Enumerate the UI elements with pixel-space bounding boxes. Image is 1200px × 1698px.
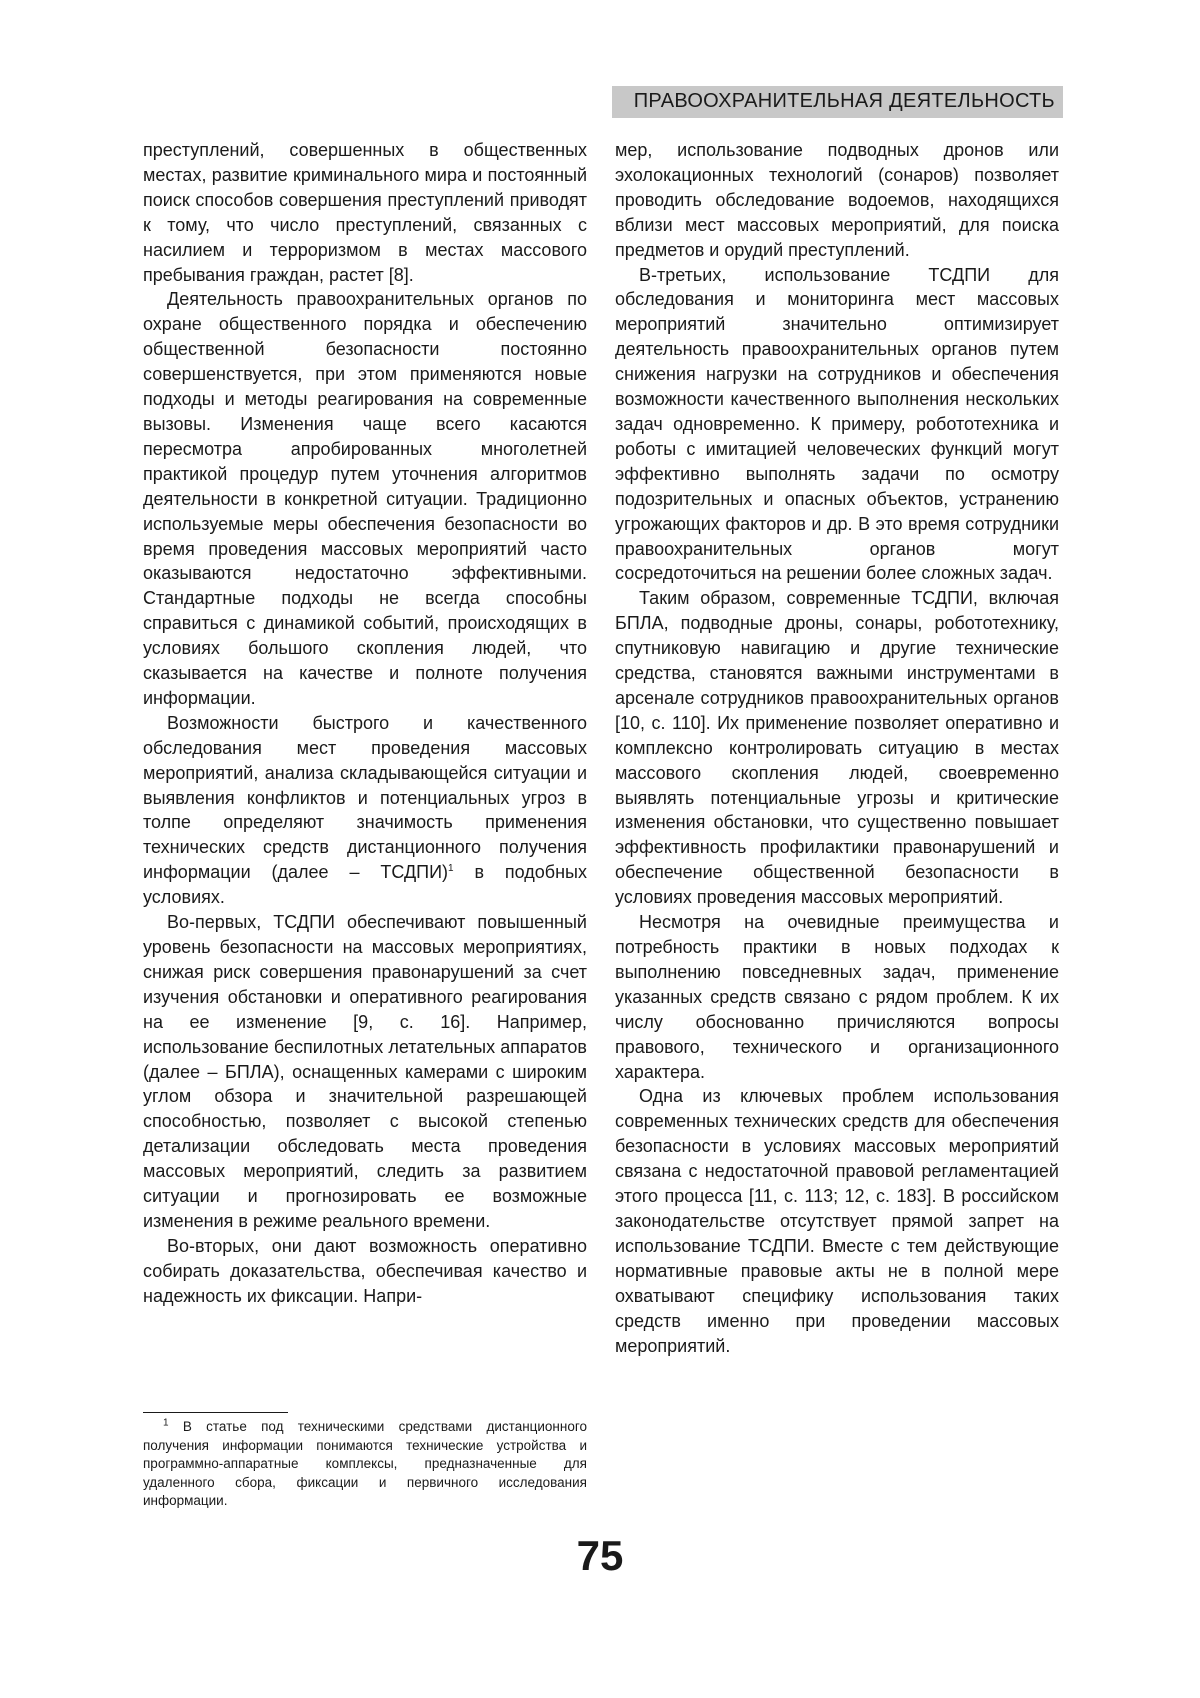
paragraph [143, 711, 587, 910]
paragraph: мер, использование подводных дронов или эхолокационных технологий (сонаров) позволяет проводить обследование водоемов, находящихся вблизи мест массовых мероприятий, для поиска предметов и орудий преступлений. [615, 140, 1059, 260]
paragraph-text: Возможности быстрого и качественного обследования мест проведения массовых мероприятий, анализа складывающейся ситуации и выявления конфликтов и потенциальных угроз в толпе определяют значимость применения технических средств дистанционного получения информации (далее – ТСДПИ) [143, 712, 587, 883]
paragraph: Несмотря на очевидные преимущества и потребность практики в новых подходах к выполнению повседневных задач, применение указанных средств связано с рядом проблем. К их числу обоснованно причисляются вопросы правового, технического и организационного характера. [615, 912, 1059, 1082]
footnote-number: 1 [163, 1417, 169, 1429]
page-number: 75 [576, 1532, 624, 1579]
paragraph: Деятельность правоохранительных органов по охране общественного порядка и обеспечению общественной безопасности постоянно совершенствуется, при этом применяются новые подходы и методы реагирования на современные вызовы. Изменения чаще всего касаются пересмотра апробированных многолетней практикой процедур путем уточнения алгоритмов деятельности в конкретной ситуации. Традиционно используемые меры обеспечения безопасности во время проведения массовых мероприятий часто оказываются недостаточно эффективными. Стандартные подходы не всегда способны справиться с динамикой событий, происходящих в условиях большого скопления людей, что сказывается на качестве и полноте получения информации. [143, 289, 587, 708]
running-header [612, 86, 1063, 118]
section-title: ПРАВООХРАНИТЕЛЬНАЯ ДЕЯТЕЛЬНОСТЬ [633, 90, 1055, 112]
paragraph: Таким образом, современные ТСДПИ, включая БПЛА, подводные дроны, сонары, робототехнику, спутниковую навигацию и другие технические средства, становятся важными инструментами в арсенале сотрудников правоохранительных органов [10, с. 110]. Их применение позволяет оперативно и комплексно контролировать ситуацию в местах массового скопления людей, своевременно выявлять потенциальные угрозы и критические изменения обстановки, что существенно повышает эффективность профилактики правонарушений и обеспечение общественной безопасности в условиях проведения массовых мероприятий. [615, 588, 1059, 908]
paragraph: В-третьих, использование ТСДПИ для обследования и мониторинга мест массовых мероприятий значительно оптимизирует деятельность правоохранительных органов путем снижения нагрузки на сотрудников и обеспечения возможности качественного выполнения нескольких задач одновременно. К примеру, робототехника и роботы с имитацией человеческих функций могут эффективно выполнять задачи по осмотру подозрительных и опасных объектов, устранению угрожающих факторов и др. В это время сотрудники правоохранительных органов могут сосредоточиться на решении более сложных задач. [615, 264, 1059, 584]
paragraph: Одна из ключевых проблем использования современных технических средств для обеспечения безопасности в условиях массовых мероприятий связана с недостаточной правовой регламентацией этого процесса [11, с. 113; 12, с. 183]. В российском законодательстве отсутствует прямой запрет на использование ТСДПИ. Вместе с тем действующие нормативные правовые акты не в полной мере охватывают специфику использования таких средств именно при проведении массовых мероприятий. [615, 1086, 1059, 1356]
paragraph: Во-первых, ТСДПИ обеспечивают повышенный уровень безопасности на массовых мероприятиях, снижая риск совершения правонарушений за счет изучения обстановки и оперативного реагирования на ее изменение [9, с. 16]. Например, использование беспилотных летательных аппаратов (далее – БПЛА), оснащенных камерами с широким углом обзора и значительной разрешающей способностью, позволяет с высокой степенью детализации обследовать места проведения массовых мероприятий, следить за развитием ситуации и прогнозировать ее возможные изменения в режиме реального времени. [143, 912, 587, 1231]
footnote-divider [143, 1412, 288, 1413]
right-column [615, 138, 1059, 1358]
left-column [143, 138, 587, 1309]
paragraph-text: в подобных условиях. [143, 862, 587, 908]
footnote-reference: 1 [448, 863, 454, 875]
footnote-text: В статье под техническими средствами дистанционного получения информации понимаются технические устройства и программно-аппаратные комплексы, предназначенные для удаленного сбора, фиксации и первичного исследования информации. [143, 1419, 587, 1509]
paragraph: Во-вторых, они дают возможность оперативно собирать доказательства, обеспечивая качество и надежность их фиксации. Напри- [143, 1235, 587, 1306]
paragraph: преступлений, совершенных в общественных местах, развитие криминального мира и постоянный поиск способов совершения преступлений приводят к тому, что число преступлений, связанных с насилием и терроризмом в местах массового пребывания граждан, растет [8]. [143, 140, 587, 285]
footnote [143, 1418, 587, 1511]
